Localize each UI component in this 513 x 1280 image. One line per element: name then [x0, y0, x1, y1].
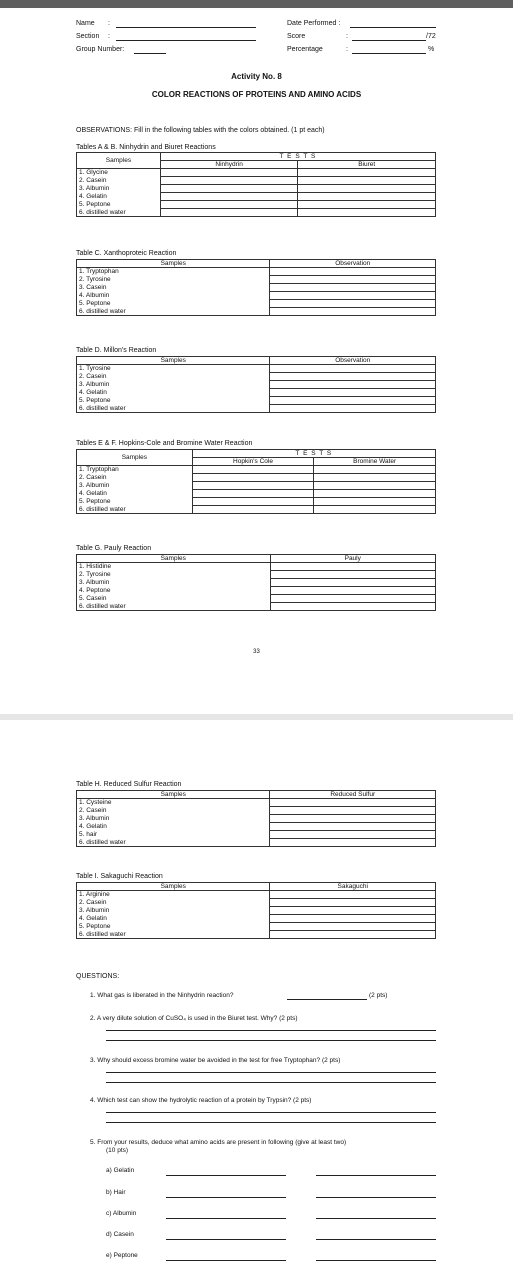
answer-line[interactable]: [316, 1239, 436, 1240]
page-1: [0, 8, 513, 714]
result-cell[interactable]: [298, 193, 436, 201]
result-cell[interactable]: [270, 579, 436, 587]
table-c: [76, 259, 436, 316]
result-cell[interactable]: [270, 563, 436, 571]
answer-line-q1[interactable]: [287, 999, 367, 1000]
page-2: [0, 720, 513, 1280]
answer-line-q2a[interactable]: [106, 1030, 436, 1031]
answer-line[interactable]: [316, 1175, 436, 1176]
sample-label: 6. distilled water: [77, 603, 271, 611]
result-cell[interactable]: [270, 292, 436, 300]
sample-label: 4. Gelatin: [77, 193, 161, 201]
answer-line[interactable]: [166, 1197, 286, 1198]
sample-label: 6. distilled water: [77, 506, 193, 514]
hopkins-cole-header: Hopkin's Cole: [192, 458, 314, 466]
result-cell[interactable]: [314, 498, 436, 506]
name-field[interactable]: [116, 27, 256, 28]
sample-label: 1. Cysteine: [77, 799, 270, 807]
questions-heading: QUESTIONS:: [76, 973, 120, 980]
date-performed-label: Date Performed :: [287, 20, 341, 27]
samples-header: Samples: [77, 153, 161, 169]
result-cell[interactable]: [270, 587, 436, 595]
sample-label: 5. Casein: [77, 595, 271, 603]
score-label: Score: [287, 33, 306, 40]
answer-line[interactable]: [166, 1260, 286, 1261]
sample-label: 6. distilled water: [77, 209, 161, 217]
samples-header: Samples: [77, 357, 270, 365]
answer-line-q3b[interactable]: [106, 1082, 436, 1083]
question-4: 4. Which test can show the hydrolytic reaction of a protein by Trypsin? (2 pts): [90, 1097, 312, 1104]
sample-label: 2. Tyrosine: [77, 571, 271, 579]
percentage-field[interactable]: [352, 53, 426, 54]
result-cell[interactable]: [160, 201, 298, 209]
result-cell[interactable]: [160, 169, 298, 177]
result-cell[interactable]: [160, 177, 298, 185]
result-cell[interactable]: [270, 603, 436, 611]
result-cell[interactable]: [314, 490, 436, 498]
reduced-sulfur-header: Reduced Sulfur: [270, 791, 436, 799]
table-c-title: Table C. Xanthoproteic Reaction: [76, 250, 177, 257]
sample-label: 1. Glycine: [77, 169, 161, 177]
result-cell[interactable]: [270, 405, 436, 413]
samples-header: Samples: [77, 450, 193, 466]
sample-label: 5. Peptone: [77, 397, 270, 405]
result-cell[interactable]: [160, 209, 298, 217]
sample-label: 6. distilled water: [77, 931, 270, 939]
sample-label: 3. Albumin: [77, 815, 270, 823]
result-cell[interactable]: [270, 381, 436, 389]
table-ab-title: Tables A & B. Ninhydrin and Biuret Reactions: [76, 144, 216, 151]
activity-heading: COLOR REACTIONS OF PROTEINS AND AMINO ACIDS: [151, 90, 362, 99]
sample-label: 2. Casein: [77, 899, 270, 907]
table-h: [76, 790, 436, 847]
result-cell[interactable]: [270, 595, 436, 603]
table-g: [76, 554, 436, 611]
result-cell[interactable]: [270, 931, 436, 939]
result-cell[interactable]: [314, 466, 436, 474]
date-performed-field[interactable]: [350, 27, 436, 28]
sample-label: 2. Casein: [77, 177, 161, 185]
result-cell[interactable]: [298, 169, 436, 177]
question-5-points: (10 pts): [106, 1147, 129, 1154]
sample-label: 4. Gelatin: [77, 823, 270, 831]
result-cell[interactable]: [192, 466, 314, 474]
sample-label: 3. Casein: [77, 284, 270, 292]
sakaguchi-header: Sakaguchi: [270, 883, 436, 891]
observation-header: Observation: [270, 357, 436, 365]
answer-line-q4b[interactable]: [106, 1122, 436, 1123]
samples-header: Samples: [77, 555, 271, 563]
section-colon: :: [108, 33, 110, 40]
score-field[interactable]: [352, 40, 426, 41]
sample-label: 4. Gelatin: [77, 389, 270, 397]
question-1: 1. What gas is liberated in the Ninhydrin reaction?: [90, 992, 234, 999]
score-colon: :: [346, 33, 348, 40]
table-i: [76, 882, 436, 939]
q5-item-hair: b) Hair: [106, 1189, 126, 1196]
result-cell[interactable]: [270, 276, 436, 284]
sample-label: 5. Peptone: [77, 201, 161, 209]
result-cell[interactable]: [314, 474, 436, 482]
sample-label: 3. Albumin: [77, 579, 271, 587]
percentage-colon: :: [346, 46, 348, 53]
answer-line[interactable]: [316, 1197, 436, 1198]
table-d-title: Table D. Millon's Reaction: [76, 347, 157, 354]
result-cell[interactable]: [270, 839, 436, 847]
answer-line[interactable]: [316, 1260, 436, 1261]
percent-sign: %: [428, 46, 435, 53]
result-cell[interactable]: [298, 177, 436, 185]
result-cell[interactable]: [298, 185, 436, 193]
sample-label: 2. Casein: [77, 373, 270, 381]
result-cell[interactable]: [192, 498, 314, 506]
page-number: 33: [253, 649, 260, 655]
result-cell[interactable]: [160, 185, 298, 193]
samples-header: Samples: [77, 260, 270, 268]
table-d: [76, 356, 436, 413]
tests-header: T E S T S: [160, 153, 435, 161]
table-ab: [76, 152, 436, 217]
result-cell[interactable]: [298, 201, 436, 209]
answer-line[interactable]: [166, 1239, 286, 1240]
result-cell[interactable]: [270, 365, 436, 373]
result-cell[interactable]: [270, 300, 436, 308]
answer-line-q4a[interactable]: [106, 1112, 436, 1113]
sample-label: 4. Gelatin: [77, 490, 193, 498]
result-cell[interactable]: [270, 389, 436, 397]
result-cell[interactable]: [314, 506, 436, 514]
name-label: Name: [76, 20, 95, 27]
sample-label: 1. Tryptophan: [77, 268, 270, 276]
result-cell[interactable]: [270, 823, 436, 831]
answer-line-q2b[interactable]: [106, 1040, 436, 1041]
result-cell[interactable]: [314, 482, 436, 490]
table-ef-title: Tables E & F. Hopkins-Cole and Bromine Water Reaction: [76, 440, 253, 447]
observations-instructions: OBSERVATIONS: Fill in the following tables with the colors obtained. (1 pt each): [76, 127, 325, 134]
result-cell[interactable]: [270, 915, 436, 923]
sample-label: 3. Albumin: [77, 185, 161, 193]
sample-label: 2. Tyrosine: [77, 276, 270, 284]
question-3: 3. Why should excess bromine water be avoided in the test for free Tryptophan? (2 pts): [90, 1057, 341, 1064]
question-2: 2. A very dilute solution of CuSO₄ is used in the Biuret test. Why? (2 pts): [90, 1015, 298, 1022]
result-cell[interactable]: [270, 284, 436, 292]
sample-label: 4. Gelatin: [77, 915, 270, 923]
result-cell[interactable]: [160, 193, 298, 201]
sample-label: 3. Albumin: [77, 482, 193, 490]
sample-label: 1. Arginine: [77, 891, 270, 899]
answer-line[interactable]: [166, 1218, 286, 1219]
name-colon: :: [108, 20, 110, 27]
section-field[interactable]: [116, 40, 256, 41]
result-cell[interactable]: [270, 831, 436, 839]
answer-line[interactable]: [166, 1175, 286, 1176]
group-number-label: Group Number:: [76, 46, 125, 53]
result-cell[interactable]: [270, 373, 436, 381]
result-cell[interactable]: [192, 490, 314, 498]
sample-label: 2. Casein: [77, 474, 193, 482]
result-cell[interactable]: [270, 907, 436, 915]
result-cell[interactable]: [270, 571, 436, 579]
result-cell[interactable]: [192, 482, 314, 490]
result-cell[interactable]: [270, 899, 436, 907]
observation-header: Observation: [270, 260, 436, 268]
q5-item-peptone: e) Peptone: [106, 1252, 138, 1259]
biuret-header: Biuret: [298, 161, 436, 169]
result-cell[interactable]: [270, 923, 436, 931]
result-cell[interactable]: [270, 891, 436, 899]
result-cell[interactable]: [270, 268, 436, 276]
ninhydrin-header: Ninhydrin: [160, 161, 298, 169]
table-ef: [76, 449, 436, 514]
sample-label: 5. Peptone: [77, 498, 193, 506]
result-cell[interactable]: [270, 807, 436, 815]
bromine-water-header: Bromine Water: [314, 458, 436, 466]
sample-label: 6. distilled water: [77, 405, 270, 413]
sample-label: 2. Casein: [77, 807, 270, 815]
result-cell[interactable]: [270, 815, 436, 823]
result-cell[interactable]: [270, 308, 436, 316]
sample-label: 5. hair: [77, 831, 270, 839]
samples-header: Samples: [77, 883, 270, 891]
sample-label: 1. Tyrosine: [77, 365, 270, 373]
q5-item-albumin: c) Albumin: [106, 1210, 137, 1217]
samples-header: Samples: [77, 791, 270, 799]
result-cell[interactable]: [270, 799, 436, 807]
percentage-label: Percentage: [287, 46, 323, 53]
score-total: /72: [426, 33, 436, 40]
sample-label: 3. Albumin: [77, 381, 270, 389]
sample-label: 4. Albumin: [77, 292, 270, 300]
sample-label: 1. Histidine: [77, 563, 271, 571]
activity-number: Activity No. 8: [231, 72, 282, 81]
pauly-header: Pauly: [270, 555, 436, 563]
result-cell[interactable]: [298, 209, 436, 217]
q5-item-casein: d) Casein: [106, 1231, 134, 1238]
table-g-title: Table G. Pauly Reaction: [76, 545, 152, 552]
answer-line-q3a[interactable]: [106, 1072, 436, 1073]
table-h-title: Table H. Reduced Sulfur Reaction: [76, 781, 182, 788]
table-i-title: Table I. Sakaguchi Reaction: [76, 873, 163, 880]
result-cell[interactable]: [192, 506, 314, 514]
sample-label: 6. distilled water: [77, 839, 270, 847]
sample-label: 4. Peptone: [77, 587, 271, 595]
question-5: 5. From your results, deduce what amino acids are present in following (give at least two): [90, 1139, 347, 1146]
sample-label: 5. Peptone: [77, 923, 270, 931]
section-label: Section: [76, 33, 100, 40]
result-cell[interactable]: [270, 397, 436, 405]
answer-line[interactable]: [316, 1218, 436, 1219]
sample-label: 5. Peptone: [77, 300, 270, 308]
top-bar: [0, 0, 513, 8]
group-number-field[interactable]: [134, 53, 166, 54]
sample-label: 6. distilled water: [77, 308, 270, 316]
question-1-points: (2 pts): [369, 992, 388, 999]
sample-label: 3. Albumin: [77, 907, 270, 915]
result-cell[interactable]: [192, 474, 314, 482]
q5-item-gelatin: a) Gelatin: [106, 1167, 135, 1174]
tests-header: T E S T S: [192, 450, 435, 458]
sample-label: 1. Tryptophan: [77, 466, 193, 474]
